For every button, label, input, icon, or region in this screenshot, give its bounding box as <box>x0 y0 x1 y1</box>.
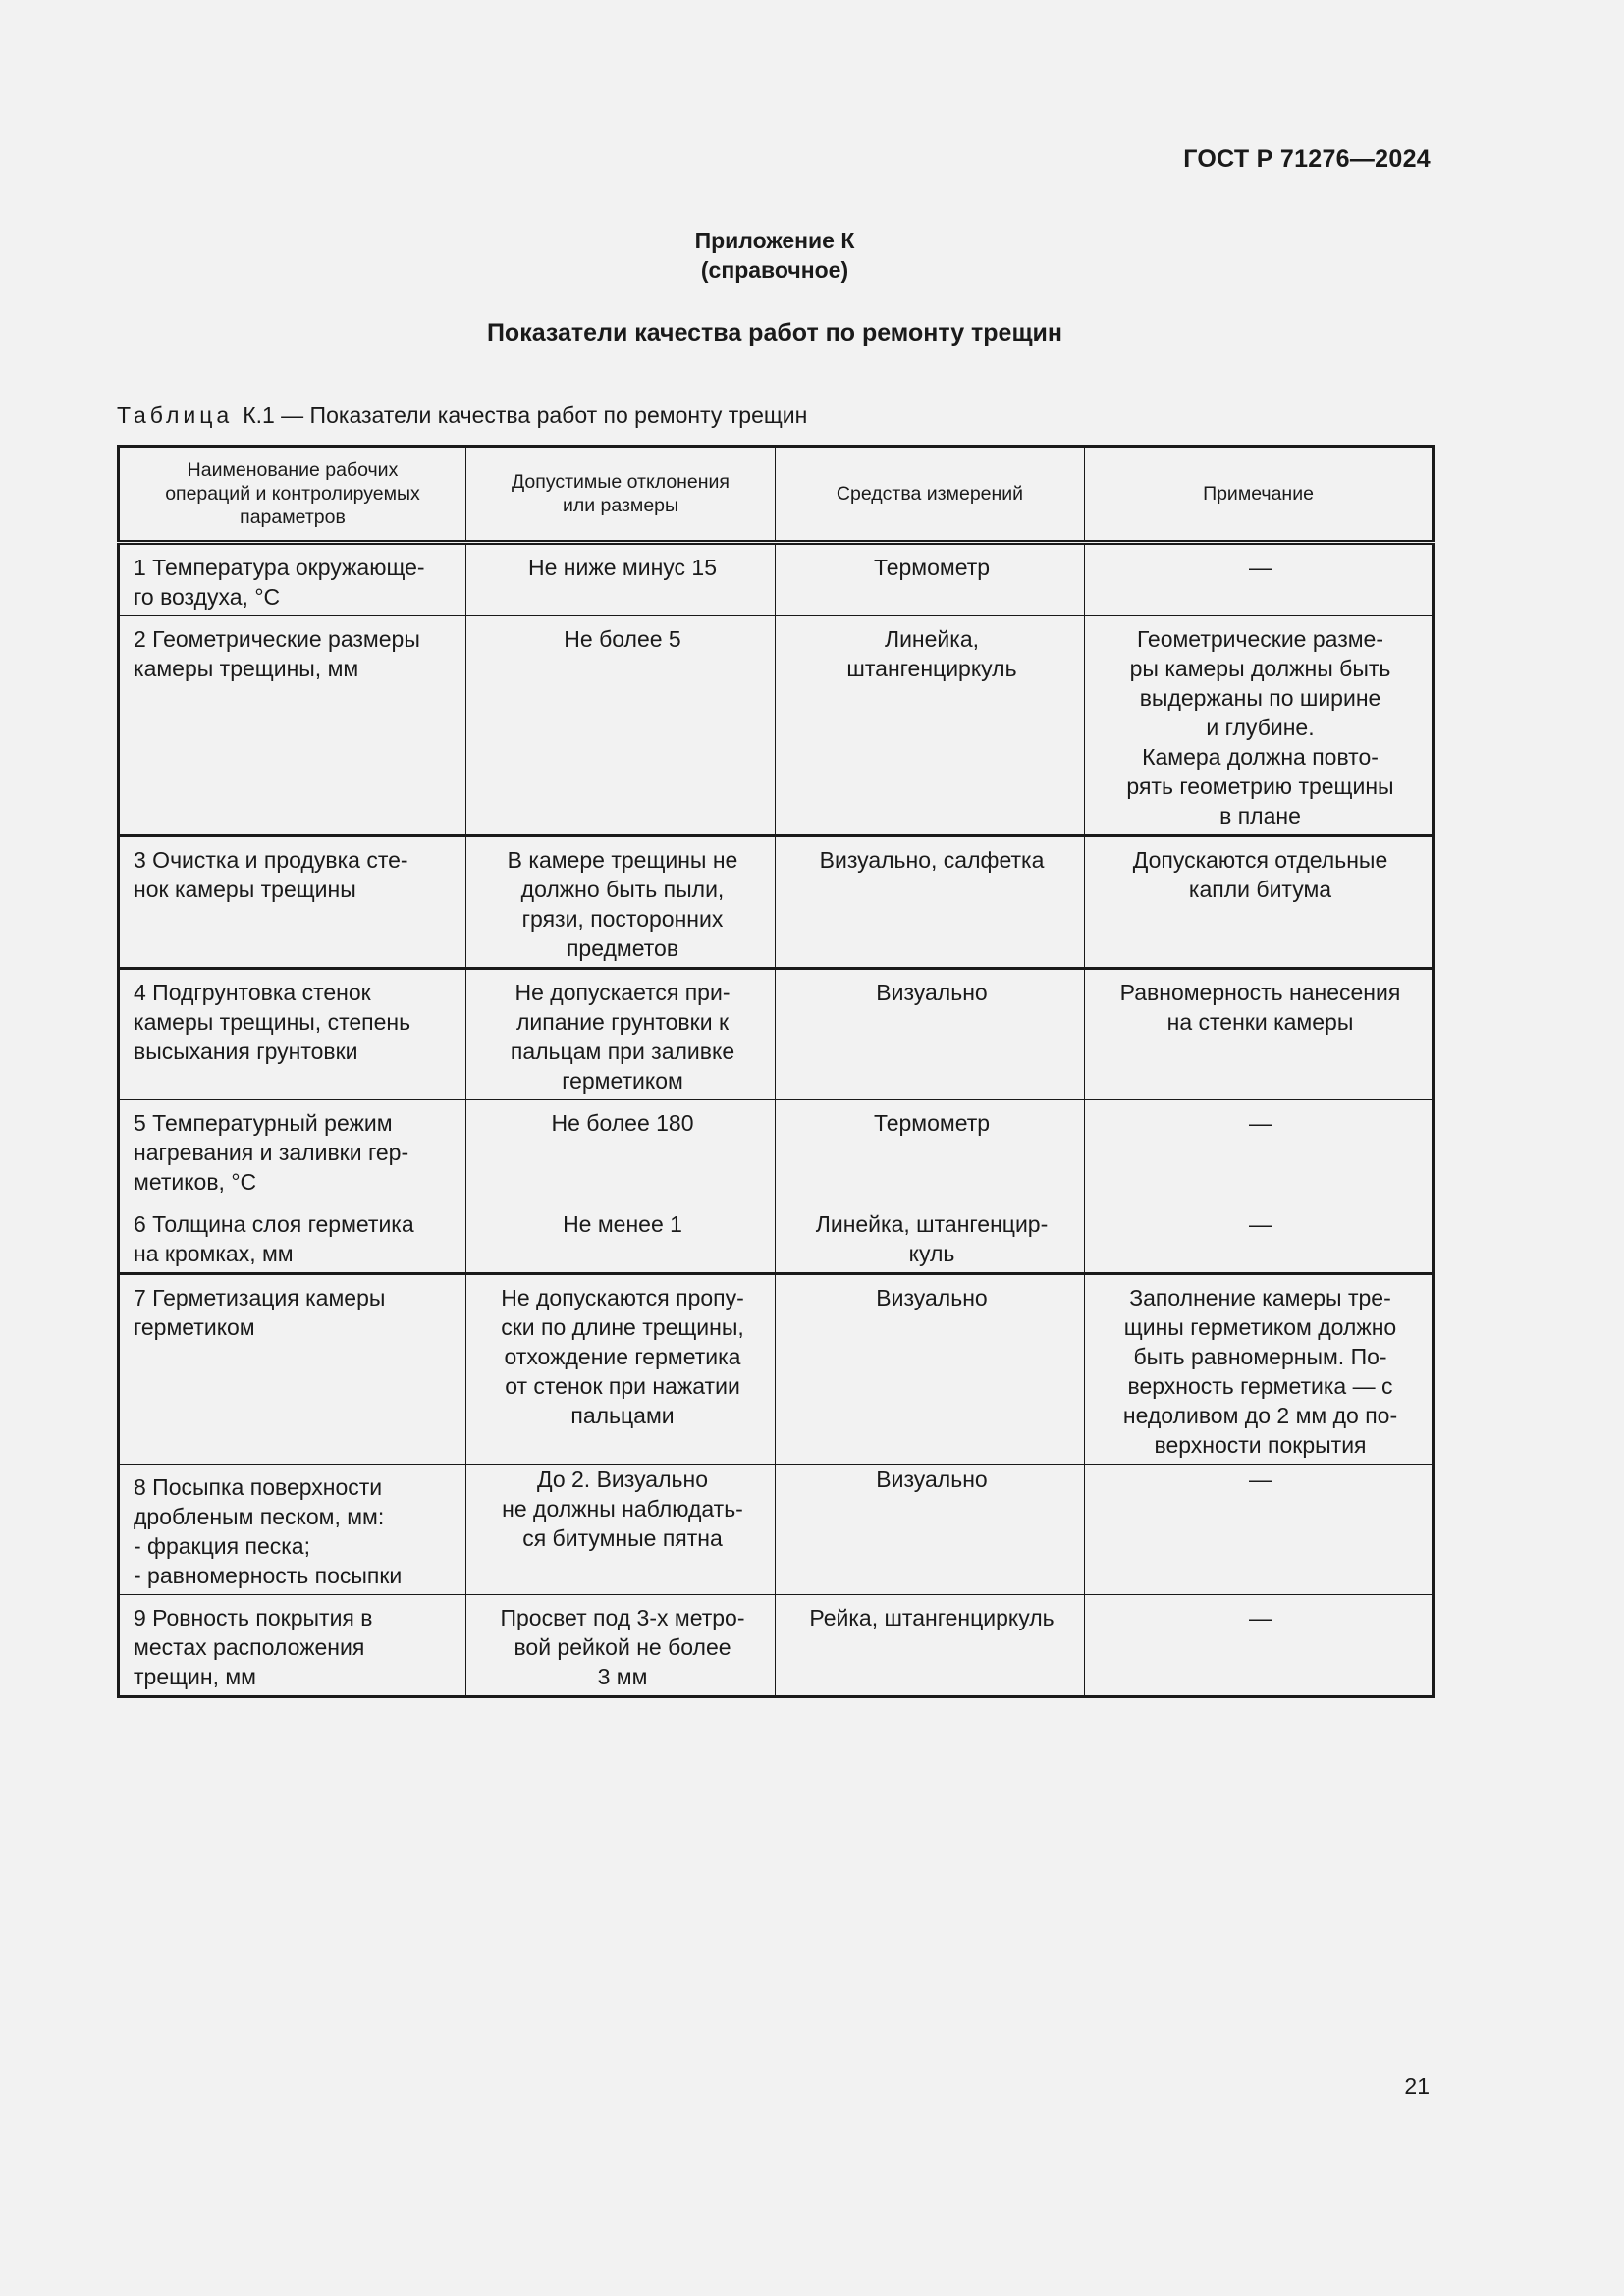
cell-note <box>1085 836 1434 969</box>
cell-param <box>119 1274 466 1465</box>
cell-param <box>119 969 466 1100</box>
cell-text-line: го воздуха, °С <box>134 584 281 610</box>
cell-text-line: липание грунтовки к <box>515 1009 730 1035</box>
cell-text-line: Визуально, салфетка <box>819 847 1045 873</box>
cell-text-line: Заполнение камеры тре- <box>1129 1285 1391 1310</box>
cell-text-line: рять геометрию трещины <box>1126 774 1394 799</box>
column-header <box>119 447 466 543</box>
cell-text-line: верхности покрытия <box>1154 1432 1367 1458</box>
cell-text-line: — <box>1249 1605 1272 1630</box>
cell-text-line: герметиком <box>562 1068 683 1094</box>
cell-text-line: ры камеры должны быть <box>1129 656 1391 681</box>
cell-text-line: 3 мм <box>597 1664 648 1689</box>
cell-note <box>1085 969 1434 1100</box>
cell-param <box>119 836 466 969</box>
cell-text-line: 3 Очистка и продувка сте- <box>134 847 408 873</box>
cell-tolerance <box>466 836 776 969</box>
cell-text-line: предметов <box>566 935 679 961</box>
cell-text-line: 1 Температура окружающе- <box>134 555 425 580</box>
cell-text-line: Линейка, штангенцир- <box>815 1211 1049 1237</box>
cell-text-line: камеры трещины, мм <box>134 656 359 681</box>
cell-text-line: Примечание <box>1203 483 1314 505</box>
appendix-heading <box>0 226 1549 285</box>
cell-text-line: 5 Температурный режим <box>134 1110 393 1136</box>
cell-text-line: камеры трещины, степень <box>134 1009 411 1035</box>
cell-text-line: высыхания грунтовки <box>134 1039 358 1064</box>
section-title: Показатели качества работ по ремонту трещин <box>486 319 1063 347</box>
table-caption-text: К.1 — Показатели качества работ по ремонту трещин <box>243 402 808 428</box>
cell-text-line: Термометр <box>873 1110 991 1136</box>
cell-text-line: нагревания и заливки гер- <box>134 1140 409 1165</box>
cell-tolerance <box>466 1201 776 1274</box>
cell-instrument <box>776 1201 1085 1274</box>
cell-tolerance <box>466 969 776 1100</box>
cell-tolerance <box>466 1274 776 1465</box>
cell-note <box>1085 1100 1434 1201</box>
cell-note <box>1085 1595 1434 1697</box>
table-row <box>119 1465 1434 1595</box>
table-body <box>119 543 1434 1697</box>
cell-tolerance <box>466 543 776 616</box>
cell-text-line: Не менее 1 <box>563 1211 682 1237</box>
column-header <box>776 447 1085 543</box>
cell-text-line: До 2. Визуально <box>537 1467 708 1492</box>
cell-text-line: и глубине. <box>1206 715 1315 740</box>
cell-tolerance <box>466 1100 776 1201</box>
page-number: 21 <box>1404 2073 1430 2099</box>
table-row <box>119 616 1434 836</box>
table-row <box>119 969 1434 1100</box>
appendix-type: (справочное) <box>700 257 849 283</box>
cell-text-line: быть равномерным. По- <box>1133 1344 1387 1369</box>
cell-text-line: В камере трещины не <box>507 847 738 873</box>
cell-text-line: 9 Ровность покрытия в <box>134 1605 373 1630</box>
cell-text-line: верхность герметика — с <box>1127 1373 1393 1399</box>
cell-instrument <box>776 1465 1085 1595</box>
cell-text-line: — <box>1249 1110 1272 1136</box>
document-code: ГОСТ Р 71276—2024 <box>1183 145 1431 173</box>
cell-text-line: Термометр <box>873 555 991 580</box>
cell-tolerance <box>466 1595 776 1697</box>
cell-text-line: Визуально <box>876 980 988 1005</box>
cell-text-line: Не ниже минус 15 <box>528 555 717 580</box>
column-header <box>1085 447 1434 543</box>
cell-text-line: отхождение герметика <box>504 1344 741 1369</box>
cell-text-line: герметиком <box>134 1314 255 1340</box>
table-row <box>119 1595 1434 1697</box>
cell-text-line: 4 Подгрунтовка стенок <box>134 980 371 1005</box>
cell-instrument <box>776 1100 1085 1201</box>
cell-text-line: Рейка, штангенциркуль <box>809 1605 1055 1630</box>
cell-text-line: параметров <box>240 507 346 528</box>
table-caption-prefix: Таблица <box>117 402 234 428</box>
cell-note <box>1085 1465 1434 1595</box>
cell-text-line: операций и контролируемых <box>165 483 420 505</box>
cell-text-line: куль <box>908 1241 955 1266</box>
cell-text-line: метиков, °С <box>134 1169 257 1195</box>
cell-text-line: Визуально <box>876 1467 988 1492</box>
appendix-title: Приложение К <box>694 228 855 253</box>
cell-text-line: Камера должна повто- <box>1142 744 1379 770</box>
cell-tolerance <box>466 616 776 836</box>
cell-instrument <box>776 543 1085 616</box>
cell-text-line: штангенциркуль <box>846 656 1017 681</box>
cell-text-line: Допустимые отклонения <box>512 471 730 493</box>
column-header <box>466 447 776 543</box>
table-header-row <box>119 447 1434 543</box>
cell-note <box>1085 616 1434 836</box>
cell-text-line: — <box>1249 1211 1272 1237</box>
cell-text-line: ски по длине трещины, <box>501 1314 744 1340</box>
cell-text-line: 6 Толщина слоя герметика <box>134 1211 414 1237</box>
cell-text-line: Наименование рабочих <box>187 459 399 481</box>
cell-text-line: вой рейкой не более <box>514 1634 731 1660</box>
cell-instrument <box>776 836 1085 969</box>
cell-param <box>119 616 466 836</box>
cell-text-line: капли битума <box>1188 877 1332 902</box>
cell-text-line: пальцами <box>570 1403 675 1428</box>
cell-text-line: 7 Герметизация камеры <box>134 1285 386 1310</box>
cell-text-line: трещин, мм <box>134 1664 256 1689</box>
cell-note <box>1085 1201 1434 1274</box>
cell-text-line: 2 Геометрические размеры <box>134 626 420 652</box>
cell-instrument <box>776 969 1085 1100</box>
table-row <box>119 1201 1434 1274</box>
cell-text-line: Геометрические разме- <box>1136 626 1383 652</box>
cell-param <box>119 1201 466 1274</box>
cell-text-line: местах расположения <box>134 1634 365 1660</box>
table-caption <box>117 402 807 429</box>
cell-text-line: Не допускаются пропу- <box>501 1285 744 1310</box>
cell-text-line: должно быть пыли, <box>520 877 725 902</box>
cell-text-line: Просвет под 3-х метро- <box>500 1605 745 1630</box>
cell-text-line: выдержаны по ширине <box>1139 685 1381 711</box>
cell-text-line: — <box>1249 555 1272 580</box>
cell-text-line: - фракция песка; <box>134 1533 310 1559</box>
cell-tolerance <box>466 1465 776 1595</box>
cell-param <box>119 1465 466 1595</box>
cell-text-line: — <box>1249 1467 1272 1492</box>
cell-note <box>1085 1274 1434 1465</box>
cell-text-line: Линейка, <box>884 626 980 652</box>
cell-text-line: нок камеры трещины <box>134 877 356 902</box>
cell-text-line: 8 Посыпка поверхности <box>134 1474 383 1500</box>
cell-text-line: Средства измерений <box>836 483 1024 505</box>
table-row <box>119 1274 1434 1465</box>
cell-text-line: дробленым песком, мм: <box>134 1504 385 1529</box>
cell-instrument <box>776 616 1085 836</box>
cell-text-line: Не более 5 <box>564 626 681 652</box>
cell-text-line: в плане <box>1219 803 1301 828</box>
cell-note <box>1085 543 1434 616</box>
cell-param <box>119 1595 466 1697</box>
quality-table <box>117 445 1435 1698</box>
cell-text-line: или размеры <box>562 495 679 516</box>
cell-text-line: от стенок при нажатии <box>505 1373 740 1399</box>
cell-text-line: Не более 180 <box>551 1110 694 1136</box>
cell-instrument <box>776 1595 1085 1697</box>
cell-text-line: на стенки камеры <box>1166 1009 1354 1035</box>
cell-text-line: недоливом до 2 мм до по- <box>1122 1403 1398 1428</box>
cell-text-line: Допускаются отдельные <box>1132 847 1388 873</box>
cell-text-line: пальцам при заливке <box>510 1039 735 1064</box>
table-row <box>119 836 1434 969</box>
table-row <box>119 543 1434 616</box>
cell-text-line: не должны наблюдать- <box>502 1496 743 1522</box>
cell-text-line: - равномерность посыпки <box>134 1563 403 1588</box>
cell-text-line: Визуально <box>876 1285 988 1310</box>
cell-text-line: щины герметиком должно <box>1123 1314 1397 1340</box>
cell-param <box>119 543 466 616</box>
cell-instrument <box>776 1274 1085 1465</box>
cell-text-line: ся битумные пятна <box>522 1525 723 1551</box>
cell-text-line: Не допускается при- <box>514 980 731 1005</box>
cell-text-line: грязи, посторонних <box>521 906 724 932</box>
cell-param <box>119 1100 466 1201</box>
cell-text-line: Равномерность нанесения <box>1119 980 1401 1005</box>
cell-text-line: на кромках, мм <box>134 1241 294 1266</box>
table-row <box>119 1100 1434 1201</box>
